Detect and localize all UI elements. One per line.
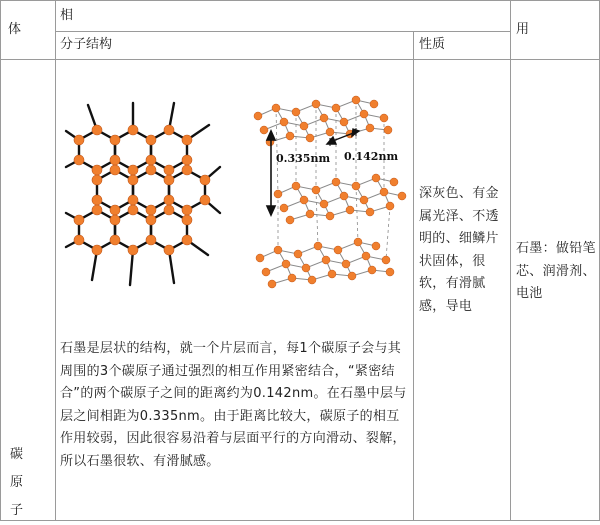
table-border-left (0, 0, 1, 521)
header-merged-phase: 相 (60, 8, 74, 23)
category-carbon-atom (10, 441, 30, 525)
hexagon-bonds (66, 103, 220, 285)
col-divider-1 (55, 0, 56, 521)
graphite-layers-3d-diagram (238, 86, 408, 311)
category-char: 碳 (10, 447, 24, 462)
header-property: 性质 (419, 37, 446, 52)
category-char: 原 (10, 475, 24, 490)
header-use: 用 (516, 22, 530, 37)
category-char: 子 (10, 503, 24, 518)
carbon-atoms (74, 125, 210, 255)
property-description: 深灰色、有金属光泽、不透明的、细鳞片状固体，很软，有滑腻感，导电 (419, 186, 499, 314)
bond-length-label: 0.142nm (344, 150, 399, 163)
col-divider-3 (510, 0, 511, 521)
use-description: 石墨：做铅笔芯、润滑剂、电池 (516, 241, 596, 301)
header-split-line (55, 31, 510, 32)
interlayer-distance-label: 0.335nm (276, 152, 331, 165)
graphite-layer-diagram (64, 95, 224, 300)
col-divider-2 (413, 31, 414, 521)
header-molecular-structure: 分子结构 (60, 37, 113, 52)
header-col-substance: 体 (8, 22, 22, 37)
structure-description: 石墨是层状的结构，就一个片层而言，每1个碳原子会与其周围的3个碳原子通过强烈的相互作用紧密结合，“紧密结合”的两个碳原子之间的距离约为0.142nm。在石墨中层与层之间相距为0.335nm。由于距离比较大，碳原子的相互作用较弱，因此很容易沿着与层面平行的方向滑动、裂解，所以石墨很软、有滑腻感。 (60, 341, 407, 469)
